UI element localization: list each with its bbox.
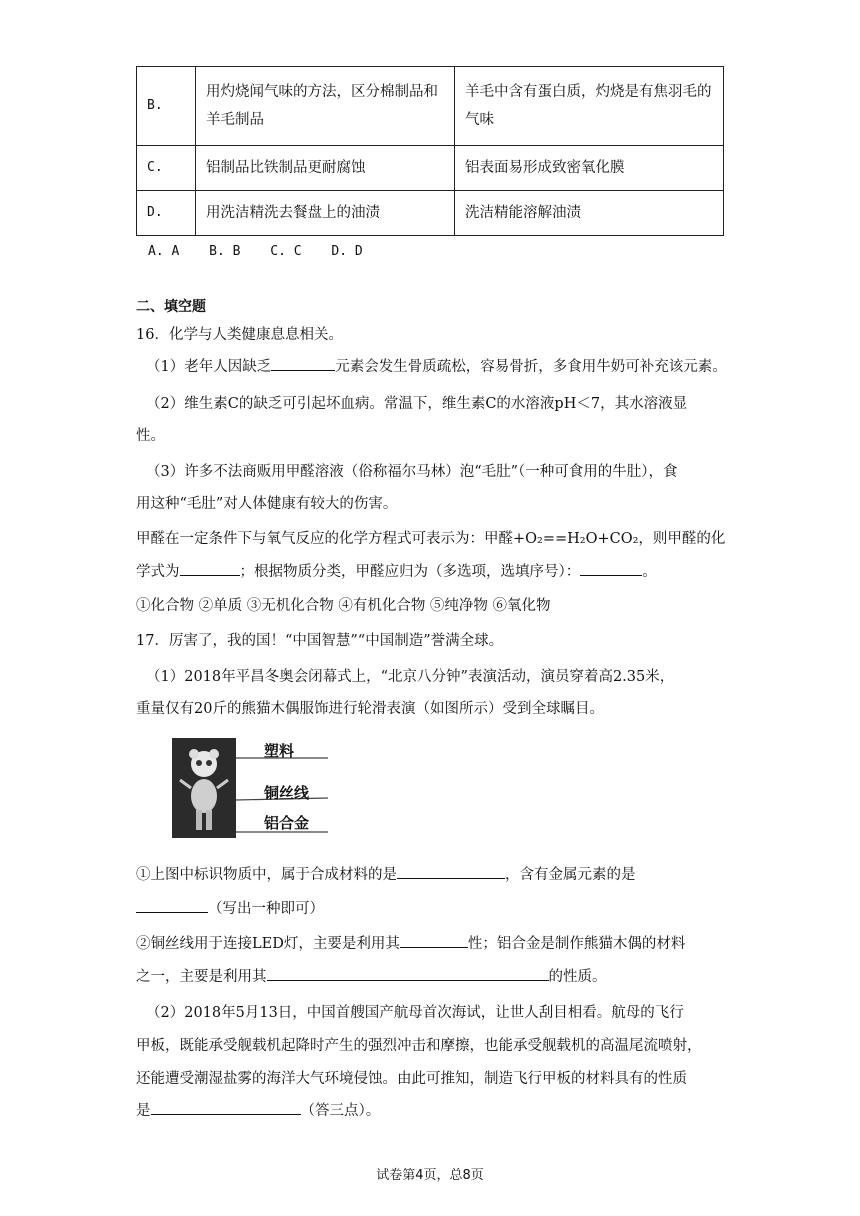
q17-part1-line2: 重量仅有20斤的熊猫木偶服饰进行轮滑表演（如图所示）受到全球瞩目。: [136, 701, 604, 717]
q17-sub1-line1: [136, 863, 736, 884]
text: ；根据物质分类，甲醛应归为（多选项，选填序号）：: [239, 564, 581, 580]
text: 的性质。: [548, 969, 607, 985]
q16-part1: [146, 355, 746, 376]
choice-d[interactable]: D. D: [331, 244, 363, 259]
row-right-cell: 洗洁精能溶解油渍: [455, 191, 724, 236]
text: 之一，主要是利用其: [136, 969, 267, 985]
row-label: D.: [137, 191, 196, 236]
text: 学式为: [136, 564, 180, 580]
text: 性；铝合金是制作熊猫木偶的材料: [467, 936, 686, 952]
text: 元素会发生骨质疏松，容易骨折，多食用牛奶可补充该元素。: [335, 359, 727, 375]
section-heading: 二、填空题: [136, 299, 206, 315]
row-right-cell: 铝表面易形成致密氧化膜: [455, 146, 724, 191]
q17-part2-line3: 还能遭受潮湿盐雾的海洋大气环境侵蚀。由此可推知，制造飞行甲板的材料具有的性质: [136, 1071, 687, 1087]
text: ②铜丝线用于连接LED灯，主要是利用其: [136, 936, 400, 952]
label-plastic: 塑料: [264, 742, 295, 760]
q16-part4-line2: [136, 560, 736, 581]
q17-part2-line1: （2）2018年5月13日，中国首艘国产航母首次海试，让世人刮目相看。航母的飞行: [146, 1005, 684, 1021]
q17-sub1-line2: [136, 897, 736, 918]
row-left-cell: 用洗洁精洗去餐盘上的油渍: [196, 191, 455, 236]
table-row: [137, 191, 724, 236]
panda-image: [172, 738, 236, 838]
page-footer: 试卷第4页，总8页: [376, 1168, 484, 1183]
row-left-cell: 铝制品比铁制品更耐腐蚀: [196, 146, 455, 191]
row-label: B.: [137, 67, 196, 146]
q17-part2-line4: [136, 1099, 736, 1120]
text: ，含有金属元素的是: [505, 867, 636, 883]
q16-part3-line2: 用这种“毛肚”对人体健康有较大的伤害。: [136, 496, 398, 512]
answer-choices: [148, 244, 385, 259]
answer-blank[interactable]: [180, 561, 240, 576]
q17-sub2-line1: [136, 932, 736, 953]
q16-part2-line2: 性。: [136, 428, 165, 444]
choice-a[interactable]: A. A: [148, 244, 180, 259]
q17-part1-line1: （1）2018年平昌冬奥会闭幕式上，“北京八分钟”表演活动，演员穿着高2.35米，: [146, 669, 675, 685]
label-copper-wire: 铜丝线: [264, 784, 310, 802]
text: （写出一种即可）: [208, 901, 324, 917]
answer-blank[interactable]: [580, 561, 642, 576]
text: 是: [136, 1103, 151, 1119]
q16-part4-line1: 甲醛在一定条件下与氧气反应的化学方程式可表示为：甲醛+O₂==H₂O+CO₂，则甲醛的化: [136, 531, 726, 547]
row-left-cell: 用灼烧闻气味的方法，区分棉制品和羊毛制品: [196, 67, 455, 146]
q16-options: ①化合物 ②单质 ③无机化合物 ④有机化合物 ⑤纯净物 ⑥氧化物: [136, 598, 551, 614]
text: （答三点）。: [300, 1103, 381, 1119]
q16-part2-line1: （2）维生素C的缺乏可引起坏血病。常温下，维生素C的水溶液pH＜7，其水溶液显: [146, 396, 688, 412]
choice-b[interactable]: B. B: [209, 244, 241, 259]
answer-blank[interactable]: [267, 966, 549, 981]
row-right-cell: 羊毛中含有蛋白质，灼烧是有焦羽毛的气味: [455, 67, 724, 146]
choice-c[interactable]: C. C: [270, 244, 302, 259]
q16-part3-line1: （3）许多不法商贩用甲醛溶液（俗称福尔马林）泡“毛肚”（一种可食用的牛肚），食: [146, 464, 678, 480]
options-table: [136, 66, 724, 236]
answer-blank[interactable]: [397, 864, 505, 879]
row-label: C.: [137, 146, 196, 191]
q17-stem: 17．厉害了，我的国！“中国智慧”“中国制造”誉满全球。: [136, 633, 504, 649]
text: ①上图中标识物质中，属于合成材料的是: [136, 867, 397, 883]
table-row: [137, 146, 724, 191]
text: 。: [642, 564, 657, 580]
panda-icon: [172, 738, 236, 838]
q17-sub2-line2: [136, 965, 736, 986]
q17-part2-line2: 甲板，既能承受舰载机起降时产生的强烈冲击和摩擦，也能承受舰载机的高温尾流喷射，: [136, 1038, 702, 1054]
table-row: [137, 67, 724, 146]
answer-blank[interactable]: [151, 1100, 301, 1115]
answer-blank[interactable]: [400, 933, 468, 948]
panda-costume-figure: [172, 738, 322, 838]
label-aluminum-alloy: 铝合金: [264, 814, 310, 832]
answer-blank[interactable]: [136, 898, 208, 913]
text: （1）老年人因缺乏: [146, 359, 272, 375]
q16-stem: 16．化学与人类健康息息相关。: [136, 327, 343, 343]
answer-blank[interactable]: [271, 356, 335, 371]
